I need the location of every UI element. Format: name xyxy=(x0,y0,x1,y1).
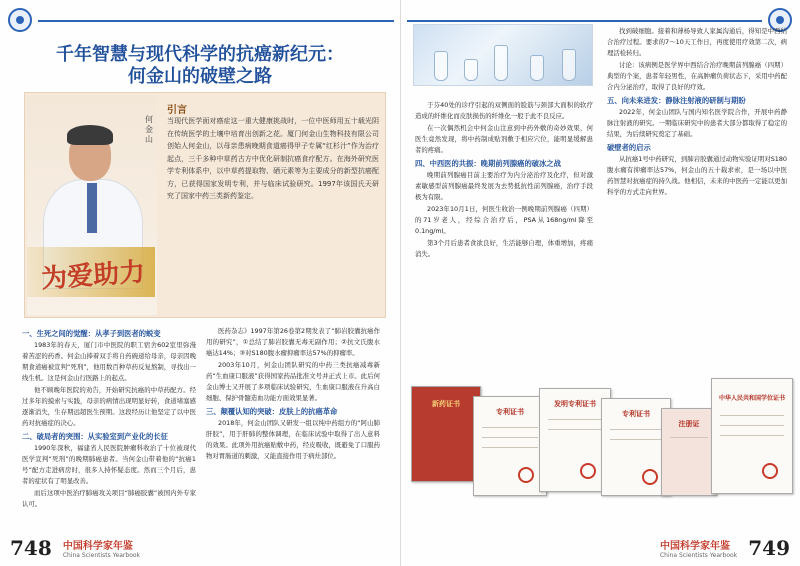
paragraph: 2023年10月1日，何医生收治一例晚期前列腺癌（四期）的71岁老人，经综合治疗后，PSA从168ng/ml降至0.1ng/ml。 xyxy=(415,205,593,235)
portrait-hair xyxy=(67,125,113,145)
text-line xyxy=(548,429,602,430)
paragraph: 在一次偶然机会中何金山注意到中药外敷的奇妙效果，何医生竟然发现，将中药制成贴剂敷于相应穴位，能明显缓解患者的疼痛。 xyxy=(415,124,593,154)
paragraph: 从抗癌1号中药研究，到肺岩胶囊通过动物实验证明对S180腹水瘤有抑瘤率达57%，何金山的五十载求索，是一场以中医药智慧对抗癌症的持久战。他相信，未来的中医药一定能以更加科学的方式走向世界。 xyxy=(607,155,787,196)
text-line xyxy=(548,419,602,420)
portrait-side-name: 何金山 xyxy=(145,115,153,144)
left-column-2 xyxy=(206,326,380,524)
right-footer xyxy=(654,536,790,560)
header-rule xyxy=(407,20,762,22)
certificate xyxy=(661,408,717,496)
article-title-line-2: 何金山的破壁之路 xyxy=(128,66,272,87)
brand-name-en: China Scientists Yearbook xyxy=(62,552,141,559)
section-heading: 五、向未来进发：静脉注射液的研制与期盼 xyxy=(607,96,746,105)
right-column-1 xyxy=(415,100,593,400)
lab-photo xyxy=(413,24,593,86)
certificate-title: 新药证书 xyxy=(432,400,460,408)
section-heading: 二、破局者的突围：从实验室到产业化的长征 xyxy=(22,432,168,441)
paragraph: 2022年，何金山团队与国内知名医学院合作，开展中药静脉注射液的研究。一期临床研究中的患者大部分都取得了稳定的结果，为后续研究奠定了基础。 xyxy=(607,108,787,138)
text-line xyxy=(720,415,784,416)
seal-icon xyxy=(518,467,534,483)
portrait-tie xyxy=(87,183,97,233)
text-line xyxy=(482,437,538,438)
page-number: 748 xyxy=(10,536,52,560)
text-line xyxy=(720,435,784,436)
paragraph: 1990年深秋，福建省人民医院肿瘤科收治了十位被现代医学宣判“死刑”的晚期肺癌患者。当何金山带着他的“抗癌1号”配方走进病房时，很多人持怀疑态度。然而三个月后，患者的症状有了明显改善。 xyxy=(22,444,196,485)
page-number: 749 xyxy=(748,536,790,560)
paragraph: 医药杂志》1997年第26卷第2期发表了“肺岩胶囊抗癌作用的研究”，①总结了肺岩胶囊无毒无副作用；②抗文氏腹水癌达14%；③对S180腹水瘤抑瘤率达57%的抑瘤率。 xyxy=(206,327,380,357)
section-heading: 破壁者的启示 xyxy=(607,143,651,152)
portrait-photo xyxy=(27,95,157,315)
yearbook-logo-icon xyxy=(8,8,32,32)
brand-name-cn: 中国科学家年鉴 xyxy=(62,541,133,552)
left-footer xyxy=(10,536,146,560)
article-title-line-1: 千年智慧与现代科学的抗癌新纪元： xyxy=(56,44,344,65)
paragraph: 晚期前列腺癌目前主要治疗为内分泌治疗及化疗，但对激素敏感型前列腺癌最终发展为去势抵抗性前列腺癌，治疗手段极为有限。 xyxy=(415,171,593,201)
text-line xyxy=(720,425,784,426)
paragraph: 2003年10月，何金山团队研究的中药三类抗癌减毒新药“生血康口服液”获得国家药品批准文号并正式上市。此后何金山博士又开展了多项临床试验研究，生血康口服液在升高白细胞、保护骨髓造血功能方面效果显著。 xyxy=(206,361,380,402)
paragraph: 1983年的春天，厦门市中医院的职工宿舍602室里弥漫着苦涩的药香。何金山捧着双手将自药碗递给母亲，母亲因晚期食道癌被宣判“死刑”，他用数百种草药反复熬制，寻找出一线生机。这是何金山行医路上的起点。 xyxy=(22,341,196,382)
certificate-title: 中华人民共和国学位证书 xyxy=(718,395,785,402)
intro-text: 当现代医学面对癌症这一重大健康挑战时，一位中医师用五十载光阴在传统医学的土壤中培育出创新之花。厦门何金山生物科技有限公司创始人何金山，以母亲患病晚期食道癌得甲子专属“红杉汁”作为治疗起点，三千多种中草药古方中优化研制抗癌食疗配方。在海外研究医学专利体系中，以中草药提取物、硒元素等为主要成分的新型抗癌配方，已获得国家发明专利，并与临床试验研究。1997年该国氏天研究了国家中药三类新药鉴定。 xyxy=(167,117,379,200)
paragraph: 而后这项中医治疗肺癌攻关项目“肺癌胶囊”被国内外专家认可。 xyxy=(22,489,196,508)
certificates-collage xyxy=(411,378,793,528)
flask-icon xyxy=(562,49,576,81)
flask-icon xyxy=(494,45,508,81)
certificate xyxy=(473,396,547,496)
paragraph: 于芬40处的诊疗引起的双侧面的脸筋与颈部大面积的软疗造成的纤维化而皮肤损伤的纤维化一般于此不良反应。 xyxy=(415,101,593,120)
brand-mark xyxy=(63,537,140,559)
brand-mark xyxy=(660,537,737,559)
right-column-2 xyxy=(607,26,787,374)
intro-box xyxy=(24,92,386,318)
flask-icon xyxy=(434,51,448,81)
left-column-1 xyxy=(22,326,196,524)
paragraph: 讨论：该病例是医学界中西结合治疗晚期前列腺癌（四期）典型的个案，患者年轻男性，在高肿瘤负荷状态下，采用中药配合内分泌治疗，取得了良好的疗效。 xyxy=(607,61,787,91)
seal-icon xyxy=(580,463,596,479)
paragraph: 他不顾晚年医院的劝告，开始研究抗癌的中草药配方。经过多年的摸索与实践，母亲的病情出现明显好转，食道堵塞感逐渐消失，生存期远超医生预期。这段经历让他坚定了以中医药对抗癌症的决心。 xyxy=(22,386,196,427)
certificate-title: 注册证 xyxy=(678,420,700,428)
paragraph: 第3个月后患者食欲良好，生活能够自理，体重增加，疼痛消失。 xyxy=(415,239,593,258)
header-band xyxy=(0,4,400,26)
right-page xyxy=(400,0,800,566)
certificate-title: 专利证书 xyxy=(496,408,524,416)
intro-heading: 引言 xyxy=(167,105,187,116)
brand-name-cn: 中国科学家年鉴 xyxy=(659,541,730,552)
text-line xyxy=(482,427,538,428)
signature-banner xyxy=(27,247,155,297)
text-line xyxy=(482,447,538,448)
seal-icon xyxy=(762,463,778,479)
text-line xyxy=(610,429,662,430)
paragraph: 2018年，何金山团队又研发一组以纯中药组方的“阿山肺肝胶”，用于肝肺的整体调理，在临床试验中取得了出人意料的效果。此项外用抗癌贴敷中药，经皮吸收，既避免了口服药物对胃肠道的刺激，又能直接作用于病灶部位。 xyxy=(206,419,380,460)
text-line xyxy=(670,437,708,438)
section-heading: 三、颠覆认知的突破：皮肤上的抗癌革命 xyxy=(206,407,338,416)
paragraph: 找到破细胞。接着和薄杨导致人家属沟通后，得知是中西结合治疗过程。要求的7～10天工作日，再度使用疗效第二次，病理活检转归。 xyxy=(607,27,787,57)
text-line xyxy=(610,439,662,440)
certificate xyxy=(711,378,793,494)
certificate-title: 发明专利证书 xyxy=(554,400,596,408)
header-rule xyxy=(38,20,394,22)
header-band xyxy=(401,4,800,26)
signature-text: 为爱助力 xyxy=(40,257,147,295)
flask-icon xyxy=(530,55,544,81)
flask-icon xyxy=(464,59,478,81)
brand-name-en: China Scientists Yearbook xyxy=(659,552,738,559)
certificate xyxy=(411,386,481,482)
seal-icon xyxy=(642,469,658,485)
section-heading: 四、中西医的共振：晚期前列腺癌的破冰之战 xyxy=(415,159,561,168)
section-heading: 一、生死之间的觉醒：从孝子到医者的蜕变 xyxy=(22,329,161,338)
certificate-title: 专利证书 xyxy=(622,410,650,418)
